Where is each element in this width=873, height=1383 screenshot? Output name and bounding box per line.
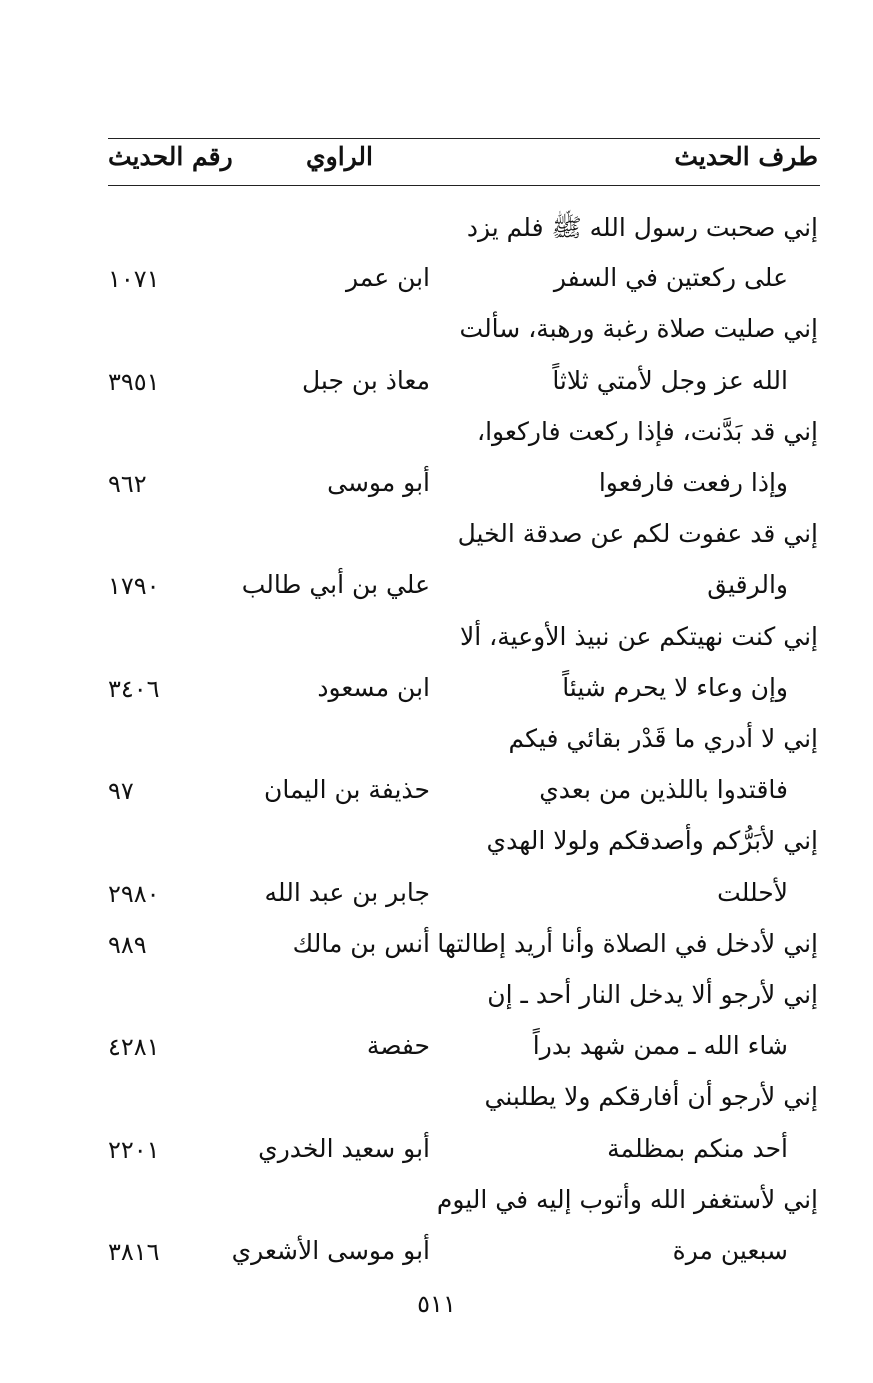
column-header-text: طرف الحديث (674, 142, 818, 171)
hadith-number: ٢٩٨٠ (108, 879, 160, 908)
hadith-number: ٤٢٨١ (108, 1033, 160, 1062)
hadith-text-line: إني صليت صلاة رغبة ورهبة، سألت (459, 314, 818, 344)
hadith-number: ٣٨١٦ (108, 1238, 160, 1266)
header-top-rule (108, 138, 820, 139)
hadith-number: ٣٩٥١ (108, 367, 160, 396)
hadith-text-continuation: على ركعتين في السفر (553, 263, 788, 293)
hadith-text-line: إني قد بَدَّنت، فإذا ركعت فاركعوا، (477, 416, 818, 446)
narrator-name: علي بن أبي طالب (241, 570, 430, 600)
column-header-number: رقم الحديث (108, 142, 233, 171)
narrator-name: ابن عمر (345, 263, 430, 293)
hadith-text-continuation: سبعين مرة (672, 1236, 788, 1265)
narrator-name: حذيفة بن اليمان (263, 775, 430, 805)
hadith-text-line: إني لأرجو أن أفارقكم ولا يطلبني (484, 1082, 818, 1112)
hadith-text-continuation: والرقيق (707, 570, 788, 600)
hadith-text-line: إني لا أدري ما قَدْر بقائي فيكم (508, 724, 818, 753)
hadith-number: ٩٨٩ (108, 930, 147, 959)
narrator-name: حفصة (366, 1031, 430, 1061)
hadith-number: ١٧٩٠ (108, 572, 160, 601)
hadith-number: ٩٦٢ (108, 470, 147, 498)
hadith-text-continuation: وإذا رفعت فارفعوا (598, 468, 788, 497)
header-bottom-rule (108, 185, 820, 186)
narrator-name: ابن مسعود (317, 672, 430, 702)
narrator-name: أبو موسى (327, 468, 430, 497)
page-number: ٥١١ (417, 1290, 456, 1318)
hadith-number: ٣٤٠٦ (108, 674, 160, 703)
hadith-text-continuation: الله عز وجل لأمتي ثلاثاً (552, 365, 788, 395)
hadith-text-line: إني لأدخل في الصلاة وأنا أريد إطالتها (437, 928, 818, 958)
narrator-name: أبو موسى الأشعري (231, 1236, 430, 1265)
hadith-number: ٢٢٠١ (108, 1135, 160, 1164)
hadith-text-line: إني صحبت رسول الله ﷺ فلم يزد (466, 213, 818, 242)
hadith-number: ١٠٧١ (108, 265, 160, 294)
hadith-text-line: إني كنت نهيتكم عن نبيذ الأوعية، ألا (460, 621, 818, 651)
hadith-text-continuation: لأحللت (717, 877, 788, 907)
hadith-text-continuation: شاء الله ـ ممن شهد بدراً (532, 1031, 788, 1061)
hadith-text-line: إني لأستغفر الله وأتوب إليه في اليوم (436, 1184, 818, 1214)
hadith-text-line: إني قد عفوت لكم عن صدقة الخيل (457, 519, 818, 549)
hadith-text-line: إني لأرجو ألا يدخل النار أحد ـ إن (487, 980, 818, 1009)
hadith-text-continuation: أحد منكم بمظلمة (607, 1133, 788, 1163)
narrator-name: أبو سعيد الخدري (258, 1133, 430, 1163)
hadith-text-line: إني لأبَرُّكم وأصدقكم ولولا الهدي (486, 826, 818, 856)
narrator-name: جابر بن عبد الله (264, 877, 430, 907)
hadith-number: ٩٧ (108, 777, 134, 806)
hadith-text-continuation: فاقتدوا باللذين من بعدي (539, 775, 788, 805)
narrator-name: أنس بن مالك (292, 928, 430, 958)
narrator-name: معاذ بن جبل (301, 365, 430, 395)
hadith-text-continuation: وإن وعاء لا يحرم شيئاً (562, 672, 788, 702)
column-header-narrator: الراوي (306, 142, 373, 171)
